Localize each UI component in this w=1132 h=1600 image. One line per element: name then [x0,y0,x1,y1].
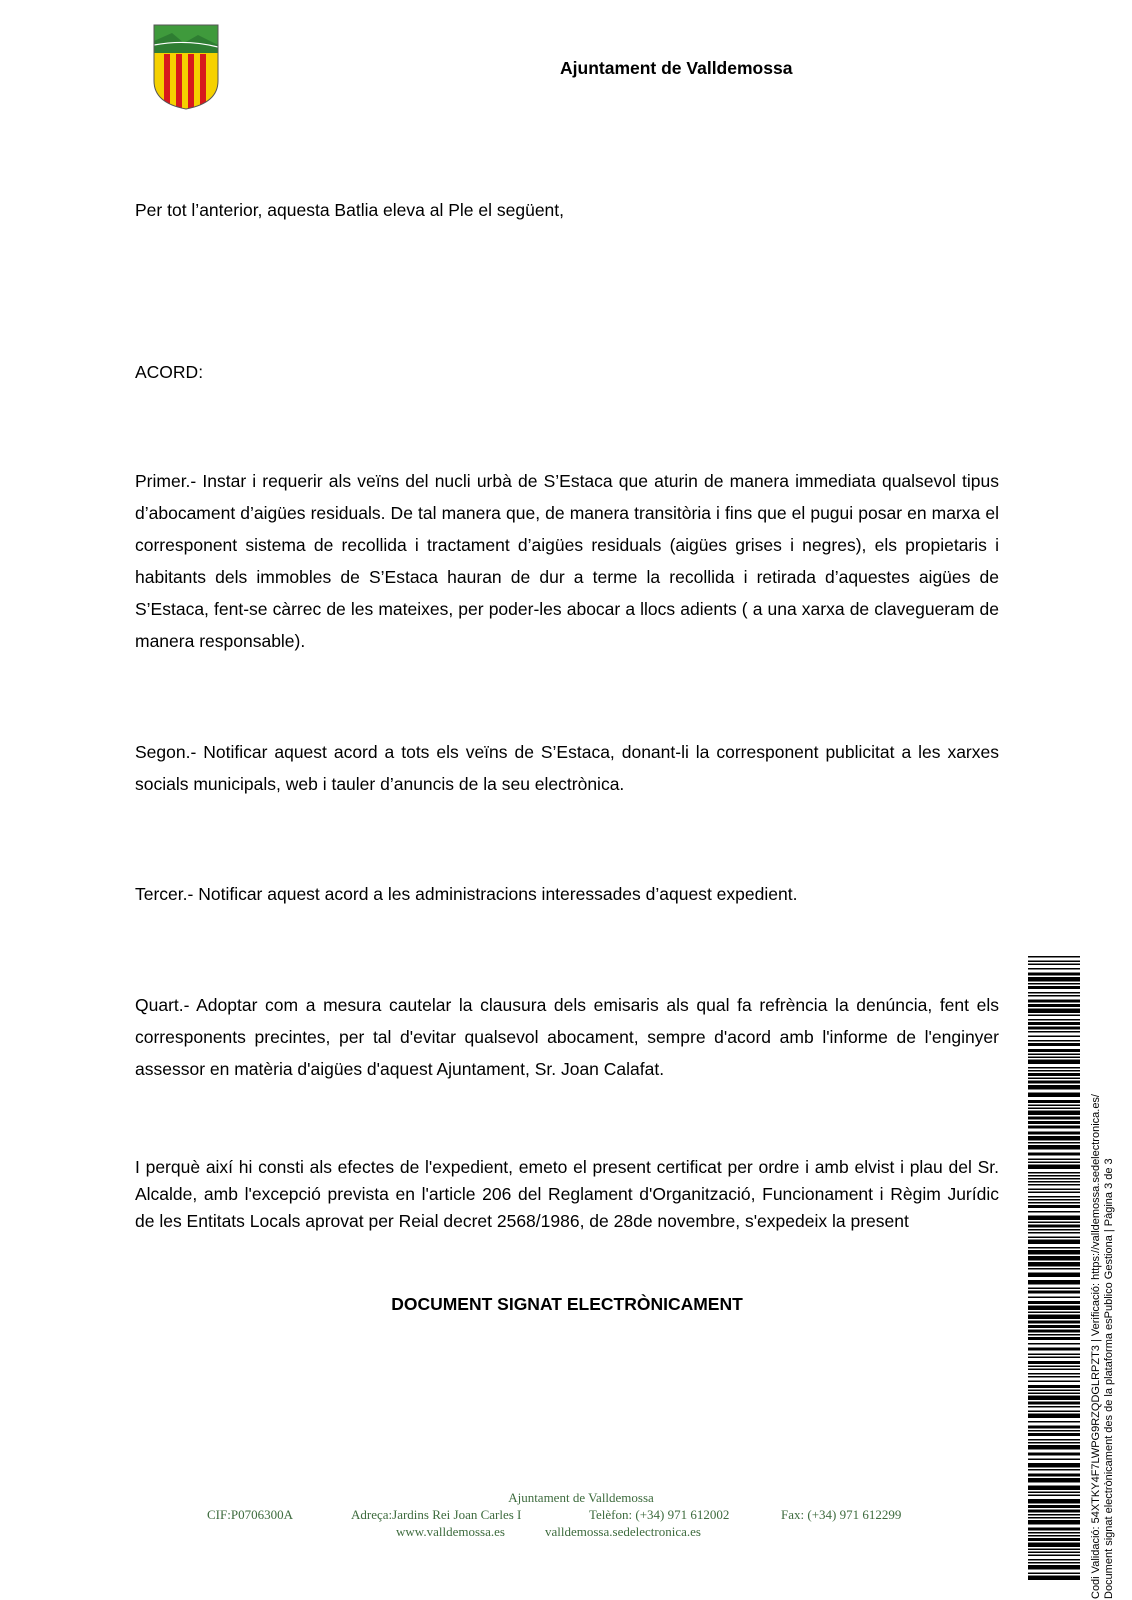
barcode-bar [1028,1385,1080,1388]
barcode-bar [1028,1402,1080,1405]
barcode-bar [1028,1459,1080,1461]
barcode-bar [1028,1019,1080,1021]
barcode-bar [1028,1205,1080,1208]
barcode-bar [1028,1517,1080,1519]
barcode-bar [1028,1247,1080,1249]
barcode-bar [1028,1273,1080,1278]
barcode-bar [1028,1178,1080,1180]
organization-header: Ajuntament de Valldemossa [560,58,793,78]
barcode-bar [1028,1505,1080,1508]
footer-web-row [0,1524,1132,1542]
barcode-bar [1028,1325,1080,1328]
barcode-bar [1028,1406,1080,1408]
footer-website-link[interactable]: www.valldemossa.es [396,1524,505,1539]
barcode-bar [1028,1060,1080,1065]
barcode-bar [1028,1280,1080,1285]
barcode-bar [1028,1528,1080,1531]
coat-of-arms-logo [152,23,220,111]
barcode-bar [1028,1312,1080,1314]
barcode-bar [1028,1474,1080,1477]
verification-line-2: Document signat electrònicament des de la plataforma esPublico Gestiona | Pàgina 3 de 3 [1103,1158,1115,1599]
barcode-bar [1028,1366,1080,1368]
footer-phone: Telèfon: (+34) 971 612002 [589,1507,730,1522]
barcode-bar [1028,1070,1080,1072]
barcode-bar [1028,1262,1080,1267]
barcode-bar [1028,1237,1080,1239]
quart-paragraph: Quart.- Adoptar com a mesura cautelar la clausura dels emisaris als qual fa refrència la denúncia, fent els corresponents precintes, per tal d'evitar qualsevol abocament, sempre d'acord amb l'informe de l'enginyer assessor en matèria d'aigües d'aquest Ajuntament, Sr. Joan Calafat. [135,995,999,1079]
barcode-bar [1028,1027,1080,1030]
barcode-bar [1028,1463,1080,1468]
barcode-bar [1028,1132,1080,1135]
barcode-bar [1028,1301,1080,1304]
barcode-bar [1028,1232,1080,1234]
barcode-bar [1028,1297,1080,1299]
barcode-bar [1028,1100,1080,1103]
footer-fax: Fax: (+34) 971 612299 [781,1507,902,1522]
barcode-bar [1028,1334,1080,1336]
barcode-bar [1028,1031,1080,1033]
barcode-bar [1028,1040,1080,1042]
barcode-bar [1028,1189,1080,1191]
verification-text [1090,999,1116,1599]
barcode-bar [1028,1337,1080,1340]
barcode-bar [1028,1043,1080,1046]
barcode-bar [1028,1225,1080,1228]
barcode-bar [1028,1229,1080,1231]
barcode-bar [1028,1573,1080,1575]
barcode-bar [1028,1057,1080,1059]
barcode-bar [1028,1184,1080,1186]
barcode-bar [1028,956,1080,958]
barcode-bar [1028,1499,1080,1504]
barcode-bar [1028,1393,1080,1395]
barcode-bar [1028,1390,1080,1392]
footer-title [0,1490,1132,1506]
barcode-bar [1028,1532,1080,1534]
barcode-bar [1028,1054,1080,1056]
barcode [1028,956,1080,1580]
barcode-bar [1028,1022,1080,1025]
barcode-bar [1028,1426,1080,1429]
primer-paragraph: Primer.- Instar i requerir als veïns del nucli urbà de S’Estaca que aturin de manera immediata qualsevol tipus d’abocament d’aigües residuals. De tal manera que, de manera transitòria i fins que el pugui posar en marxa el corresponent sistema de recollida i tractament d’aigües residuals (aigües grises i negres), els propietaris i habitants dels immobles de S’Estaca hauran de dur a terme la recollida i retirada d’aquestes aigües de S’Estaca, fent-se càrrec de les mateixes, per poder-les abocar a llocs adients ( a una xarxa de clavegueram de manera responsable). [135,471,999,651]
barcode-bar [1028,1159,1080,1161]
footer-sede-link[interactable]: valldemossa.sedelectronica.es [545,1524,701,1539]
barcode-bar [1028,1492,1080,1494]
barcode-bar [1028,1495,1080,1497]
barcode-bar [1028,1411,1080,1413]
barcode-bar [1028,1250,1080,1255]
barcode-bar [1028,1565,1080,1570]
signed-notice-text: DOCUMENT SIGNAT ELECTRÒNICAMENT [391,1294,743,1314]
barcode-bar [1028,1036,1080,1038]
barcode-bar [1028,1078,1080,1080]
barcode-bar [1028,1321,1080,1324]
barcode-bar [1028,1373,1080,1375]
footer-title-text: Ajuntament de Valldemossa [508,1490,654,1505]
barcode-bar [1028,1421,1080,1423]
barcode-bar [1028,1111,1080,1116]
barcode-bar [1028,1543,1080,1548]
barcode-bar [1028,1192,1080,1194]
barcode-bar [1028,1268,1080,1270]
barcode-bar [1028,1520,1080,1525]
barcode-bar [1028,1442,1080,1444]
barcode-bar [1028,983,1080,985]
barcode-bar [1028,1004,1080,1007]
barcode-bar [1028,1073,1080,1076]
barcode-bar [1028,1357,1080,1359]
barcode-bar [1028,1000,1080,1003]
barcode-bar [1028,1306,1080,1311]
barcode-bar [1028,1142,1080,1144]
barcode-bar [1028,1381,1080,1383]
barcode-bar [1028,1414,1080,1419]
barcode-bar [1028,964,1080,966]
barcode-bar [1028,1469,1080,1471]
barcode-bar [1028,1240,1080,1245]
barcode-bar [1028,1216,1080,1221]
barcode-bar [1028,1196,1080,1198]
barcode-bar [1028,1510,1080,1513]
barcode-bar [1028,1559,1080,1561]
barcode-bar [1028,1291,1080,1294]
barcode-bar [1028,1085,1080,1090]
barcode-bar [1028,1211,1080,1213]
barcode-bar [1028,1576,1080,1581]
barcode-bar [1028,1369,1080,1371]
barcode-bar [1028,1549,1080,1551]
barcode-bar [1028,1202,1080,1204]
barcode-bar [1028,1199,1080,1201]
barcode-bar [1028,1562,1080,1564]
barcode-bar [1028,1478,1080,1483]
barcode-bar [1028,961,1080,963]
barcode-bar [1028,1049,1080,1052]
barcode-bar [1028,1343,1080,1345]
barcode-bar [1028,1093,1080,1098]
barcode-bar [1028,1165,1080,1170]
barcode-bar [1028,995,1080,997]
footer-cif: CIF:P0706300A [207,1507,293,1522]
barcode-bar [1028,1256,1080,1261]
barcode-bar [1028,1535,1080,1537]
barcode-bar [1028,1396,1080,1401]
barcode-bar [1028,968,1080,970]
barcode-bar [1028,1288,1080,1290]
barcode-bar [1028,1330,1080,1333]
barcode-bar [1028,1354,1080,1356]
barcode-bar [1028,1445,1080,1450]
barcode-bar [1028,1153,1080,1156]
barcode-bar [1028,1145,1080,1150]
barcode-bar [1028,1181,1080,1183]
barcode-bar [1028,1514,1080,1516]
barcode-bar [1028,1376,1080,1378]
barcode-bar [1028,1172,1080,1174]
barcode-bar [1028,1486,1080,1491]
tercer-paragraph: Tercer.- Notificar aquest acord a les administracions interessades d’aquest expedient. [135,884,798,904]
barcode-bar [1028,1009,1080,1014]
barcode-bar [1028,1108,1080,1110]
barcode-bar [1028,1555,1080,1557]
barcode-bar [1028,1222,1080,1224]
acord-label: ACORD: [135,362,204,382]
barcode-bar [1028,1126,1080,1129]
segon-paragraph: Segon.- Notificar aquest acord a tots els veïns de S’Estaca, donant-li la corresponent publicitat a les xarxes socials municipals, web i tauler d’anuncis de la seu electrònica. [135,742,999,794]
barcode-bar [1028,1453,1080,1456]
closing-paragraph: I perquè així hi consti als efectes de l'expedient, emeto el present certificat per ordre i amb elvist i plau del Sr. Alcalde, amb l'excepció prevista en l'article 206 del Reglament d'Organització, Funcionament i Règim Jurídic de les Entitats Locals aprovat per Reial decret 2568/1986, de 28de novembre, s'expedeix la present [135,1157,999,1231]
barcode-bar [1028,977,1080,982]
barcode-bar [1028,1430,1080,1432]
barcode-bar [1028,1105,1080,1107]
footer-contact-row [0,1507,1132,1525]
barcode-bar [1028,973,1080,976]
barcode-bar [1028,1162,1080,1164]
footer-address: Adreça:Jardins Rei Joan Carles I [351,1507,522,1522]
barcode-bar [1028,1015,1080,1017]
barcode-bar [1028,1348,1080,1351]
barcode-bar [1028,992,1080,994]
verification-line-1: Codi Validació: 54XTKY4F7LWPG9RZQDGLRPZT3 | Verificació: https://valldemossa.sedelectronica.es/ [1090,1094,1102,1599]
barcode-bar [1028,1433,1080,1436]
barcode-bar [1028,986,1080,989]
intro-paragraph: Per tot l’anterior, aquesta Batlia eleva al Ple el següent, [135,200,565,220]
barcode-bar [1028,1361,1080,1364]
barcode-bar [1028,1552,1080,1554]
barcode-bar [1028,1067,1080,1069]
signed-notice [0,1294,1132,1315]
barcode-bar [1028,1117,1080,1120]
barcode-bar [1028,1136,1080,1141]
barcode-bar [1028,1121,1080,1124]
barcode-bar [1028,1439,1080,1441]
barcode-bar [1028,1081,1080,1084]
barcode-bar [1028,1175,1080,1177]
barcode-bar [1028,1315,1080,1320]
barcode-bar [1028,1538,1080,1541]
